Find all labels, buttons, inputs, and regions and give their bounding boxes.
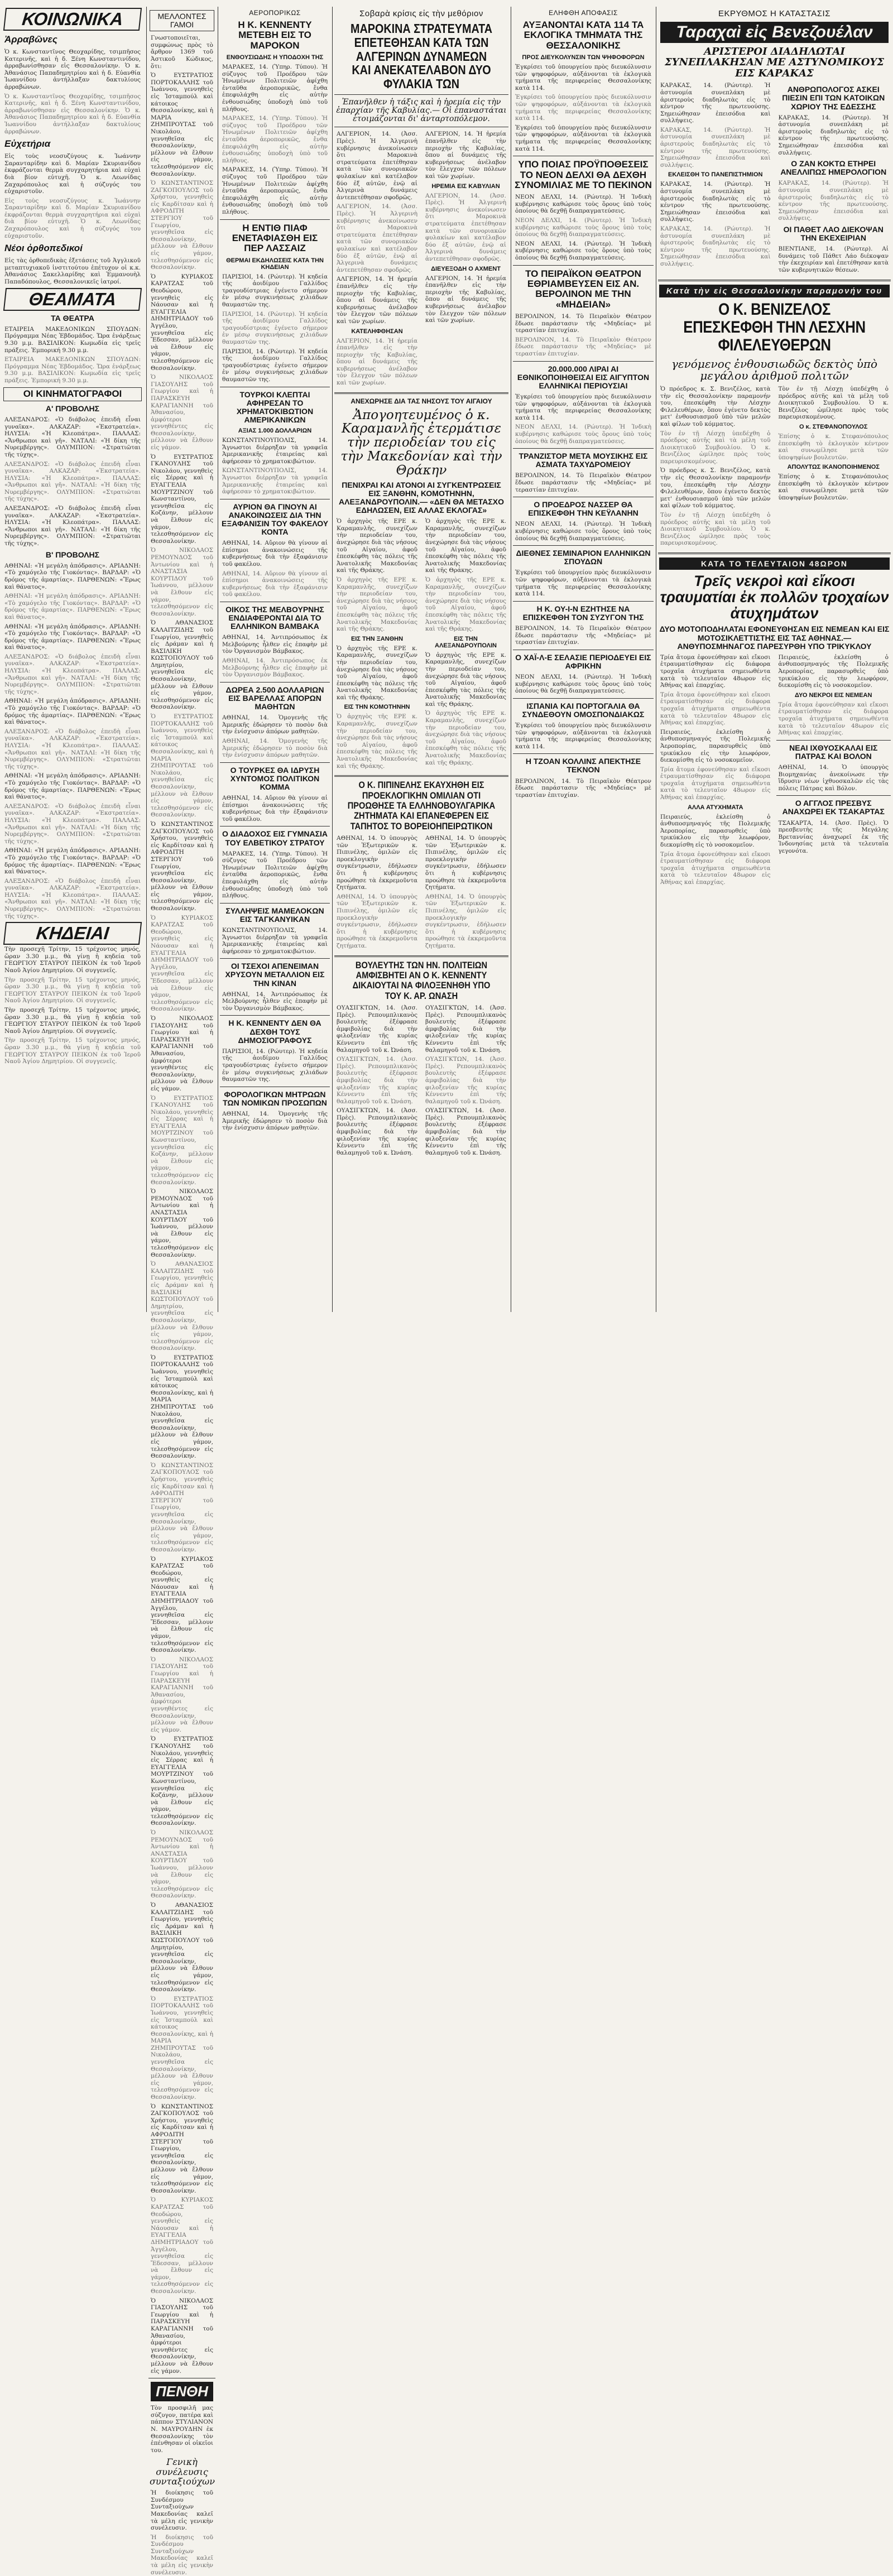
- article-text: ΑΘΗΝΑΙ: «Ἡ μεγάλη ἀπόδρασις». ΑΡΙΑΔΝΗ: «Τὸ χαμόγελο τῆς Γιοκόντας». ΒΑΡΔΑΡ: «Ὁ δρόμος τῆς ἁμαρτίας». ΠΑΡΘΕΝΩΝ: «Ἔρως καὶ θάνατος».: [4, 562, 141, 590]
- article-headline: ΔΙΕΘΝΕΣ ΣΕΜΙΝΑΡΙΟΝ ΕΛΛΗΝΙΚΩΝ ΣΠΟΥΔΩΝ: [516, 549, 651, 566]
- divider: [513, 448, 654, 449]
- article-subhead: γενόμενος ἐνθουσιωδῶς δεκτὸς ὑπὸ μεγάλου ἀριθμοῦ πολιτῶν: [671, 357, 878, 383]
- article-text: ΑΘΗΝΑΙ, 14. Αὔριον θὰ γίνουν αἱ ἐπίσημοι ἀνακοινώσεις τῆς κυβερνήσεως διὰ τὴν ἐξαφάνισιν τοῦ φακέλου.: [222, 795, 328, 823]
- article-text: Τὸν ἐν τῇ Λέσχῃ ὑπεδέχθη ὁ πρόεδρος αὐτῆς καὶ τὰ μέλη τοῦ Διοικητικοῦ Συμβουλίου. Ὁ κ. Βενιζέλος ὡμίλησε πρὸς τοὺς παρευρισκομένους.: [778, 385, 889, 421]
- article-text: Ὁ ΑΘΑΝΑΣΙΟΣ ΚΑΛΑΙΤΖΙΔΗΣ τοῦ Γεωργίου, γεννηθεὶς εἰς Δράμαν καὶ ἡ ΒΑΣΙΛΙΚΗ ΚΩΣΤΟΠΟΥΛΟΥ τοῦ Δημητρίου, γεννηθεῖσα εἰς Θεσσαλονίκην, μέλλουν νὰ ἔλθουν εἰς γάμον, τελεσθησόμενον εἰς Θεσσαλονίκην.: [151, 619, 213, 711]
- section-subhead: Νέοι ὀρθοπεδικοί: [4, 243, 83, 254]
- divider: [513, 545, 654, 546]
- article-text: Ὁ ΝΙΚΟΛΑΟΣ ΓΙΑΣΟΥΛΗΣ τοῦ Γεωργίου καὶ ἡ ΠΑΡΑΣΚΕΥΗ ΚΑΡΑΓΙΑΝΝΗ τοῦ Ἀθανασίου, ἀμφότεροι γεννηθέντες εἰς Θεσσαλονίκην, μέλλουν νὰ ἔλθουν εἰς γάμον.: [151, 2297, 213, 2375]
- article-columns: [658, 82, 891, 276]
- article-text: Τὸν ἐν τῇ Λέσχῃ ὑπεδέχθη ὁ πρόεδρος αὐτῆς καὶ τὰ μέλη τοῦ Διοικητικοῦ Συμβουλίου. Ὁ κ. Βενιζέλος ὡμίλησε πρὸς τοὺς παρευρισκομένους.: [660, 512, 771, 547]
- article-text: ΟΥΑΣΙΓΚΤΩΝ, 14. (Ἀσσ. Πρὲς). Ρεπουμπλικανὸς βουλευτὴς ἐξέφρασε ἀμφιβολίας διὰ τὴν φιλοξενίαν τῆς κυρίας Κέννεντυ ἐπὶ τῆς θαλαμηγοῦ τοῦ κ. Ὠνάση.: [337, 1107, 417, 1156]
- article-text: ΝΕΟΝ ΔΕΛΧΙ, 14. (Ρώυτερ). Ἡ Ἰνδικὴ κυβέρνησις καθώρισε τοὺς ὅρους ὑπὸ τοὺς ὁποίους θὰ δεχθῇ διαπραγματεύσεις.: [515, 194, 651, 215]
- divider: [334, 94, 508, 95]
- article-text: ΠΑΡΙΣΙΟΙ, 14. (Ρώυτερ). Ἡ κηδεία τῆς ἀοιδίμου Γαλλίδος τραγουδίστριας ἐγένετο σήμερον ἐν μέσῳ συγκινήσεως χιλιάδων θαυμαστῶν της.: [222, 1047, 328, 1083]
- article-text: ΑΘΗΝΑΙ, 14. Ἀντιπρόσωπος ἐκ Μελβούρνης ἦλθεν εἰς ἐπαφὴν μὲ τὸν Ὀργανισμὸν Βάμβακος.: [222, 657, 328, 679]
- article-text: Ὁ ἀρχηγὸς τῆς ΕΡΕ κ. Καραμανλῆς, συνεχίζων τὴν περιοδείαν του, ἀνεχώρησε διὰ τὰς νήσους τοῦ Αἰγαίου, ἀφοῦ ἐπεσκέφθη τὰς πόλεις τῆς Ἀνατολικῆς Μακεδονίας καὶ τῆς Θράκης.: [337, 645, 417, 701]
- article-text: ΝΕΟΝ ΔΕΛΧΙ, 14. (Ρώυτερ). Ἡ Ἰνδικὴ κυβέρνησις καθώρισε τοὺς ὅρους ὑπὸ τοὺς ὁποίους θὰ δεχθῇ διαπραγματεύσεις.: [515, 521, 651, 542]
- article-headline-main: Ἀπογοητευμένος ὁ κ. Καραμανλῆς ἐτερμάτισε τὴν περιοδείαν του εἰς τὴν Μακεδονίαν καὶ τὴν Θράκην: [340, 407, 502, 478]
- article-text: Ὁ ΚΩΝΣΤΑΝΤΙΝΟΣ ΖΑΓΚΟΠΟΥΛΟΣ τοῦ Χρήστου, γεννηθεὶς εἰς Καρδίτσαν καὶ ἡ ΑΦΡΟΔΙΤΗ ΣΤΕΡΓΙΟΥ τοῦ Γεωργίου, γεννηθεῖσα εἰς Θεσσαλονίκην, μέλλουν νὰ ἔλθουν εἰς γάμον, τελεσθησόμενον εἰς Θεσσαλονίκην.: [151, 2103, 213, 2194]
- article-subhead: ΕΝΘΟΥΣΙΩΔΗΣ Η ΥΠΟΔΟΧΗ ΤΗΣ: [226, 54, 324, 61]
- article-headline: ΟΙΚΟΣ ΤΗΣ ΜΕΛΒΟΥΡΝΗΣ ΕΝΔΙΑΦΕΡΟΝΤΑΙ ΔΙΑ ΤΟ ΕΛΛΗΝΙΚΟΝ ΒΑΜΒΑΚΑ: [225, 604, 324, 631]
- article-text: Ἐπίσης ὁ κ. Στεφανόπουλος ἐπεσκέφθη τὸ ἐκλογικὸν κέντρον καὶ συνωμίλησε μετὰ τῶν ὑποψηφίων βουλευτῶν.: [778, 473, 889, 502]
- article-headline-banner: Ταραχαὶ εἰς Βενεζουέλαν: [660, 22, 889, 43]
- article-text: Ἐπίσης ὁ κ. Στεφανόπουλος ἐπεσκέφθη τὸ ἐκλογικὸν κέντρον καὶ συνωμίλησε μετὰ τῶν ὑποψηφίων βουλευτῶν.: [778, 432, 889, 461]
- article-text: ΕΤΑΙΡΕΙΑ ΜΑΚΕΔΟΝΙΚΩΝ ΣΠΟΥΔΩΝ: Πρόγραμμα Νέας Ἐβδομάδος. Ὥρα ἐνάρξεως 9.30 μ.μ. ΒΑΣΙΛΙΚΟΝ: Κωμωδία εἰς τρεῖς πράξεις. Ἐμπορική 9.30 μ.μ.: [4, 356, 141, 384]
- article-headline: Ο Κ. ΠΙΠΙΝΕΛΗΣ ΕΚΑΥΧΗΘΗ ΕΙΣ ΠΡΟΕΚΛΟΓΙΚΗΝ ΟΜΙΛΙΑΝ ΟΤΙ ΠΡΟΩΘΗΣΕ ΤΑ ΕΛΛΗΝΟΒΟΥΛΓΑΡΙΚΑ ΖΗΤΗΜΑΤΑ ΚΑΙ ΕΠΑΝΕΦΕΡΕΝ ΕΙΣ ΤΑΠΗΤΟΣ ΤΟ ΒΟΡΕΙΟΗΠΕΙΡΩΤΙΚΟΝ: [347, 780, 496, 832]
- article-text: ΝΕΟΝ ΔΕΛΧΙ, 14. (Ρώυτερ). Ἡ Ἰνδικὴ κυβέρνησις καθώρισε τοὺς ὅρους ὑπὸ τοὺς ὁποίους θὰ δεχθῇ διαπραγματεύσεις.: [515, 217, 651, 238]
- article-columns: [658, 386, 891, 549]
- article-text: ΑΘΗΝΑΙ: «Ἡ μεγάλη ἀπόδρασις». ΑΡΙΑΔΝΗ: «Τὸ χαμόγελο τῆς Γιοκόντας». ΒΑΡΔΑΡ: «Ὁ δρόμος τῆς ἁμαρτίας». ΠΑΡΘΕΝΩΝ: «Ἔρως καὶ θάνατος».: [4, 593, 141, 621]
- divider: [334, 392, 508, 394]
- article-text: Ὁ πρόεδρος κ. Σ. Βενιζέλος, κατὰ τὴν εἰς Θεσσαλονίκην παραμονήν του, ἐπεσκέφθη τὴν Λέσχην Φιλελευθέρων, ὅπου ἐγένετο δεκτὸς μετ' ἐνθουσιασμοῦ ὑπὸ τῶν μελῶν καὶ φίλων τοῦ κόμματος.: [660, 467, 771, 510]
- divider: [513, 361, 654, 362]
- article-text: Ἡ διοίκησις τοῦ Συνδέσμου Συνταξιούχων Μακεδονίας καλεῖ τὰ μέλη εἰς γενικὴν συνέλευσιν.: [151, 2534, 213, 2576]
- article-text: Τρία ἄτομα ἐφονεύθησαν καὶ εἴκοσι ἐτραυματίσθησαν εἰς διάφορα τροχαῖα ἀτυχήματα σημειωθέντα κατὰ τὸ τελευταῖον 48ωρον εἰς Ἀθήνας καὶ ἐπαρχίας.: [660, 691, 771, 727]
- section-masthead-social: ΚΟΙΝΩΝΙΚΑ: [3, 8, 142, 31]
- article-text: ΚΑΡΑΚΑΣ, 14. (Ρώυτερ). Ἡ ἀστυνομία συνεπλάκη μὲ ἀριστεροὺς διαδηλωτὰς εἰς τὸ κέντρον τῆς πρωτευούσης. Σημειώθησαν ἐπεισόδια καὶ συλλήψεις.: [778, 180, 889, 222]
- article-text: Ὁ ἀρχηγὸς τῆς ΕΡΕ κ. Καραμανλῆς, συνεχίζων τὴν περιοδείαν του, ἀνεχώρησε διὰ τὰς νήσους τοῦ Αἰγαίου, ἀφοῦ ἐπεσκέφθη τὰς πόλεις τῆς Ἀνατολικῆς Μακεδονίας καὶ τῆς Θράκης.: [425, 518, 506, 574]
- article-text: Ὁ ΚΥΡΙΑΚΟΣ ΚΑΡΑΤΖΑΣ τοῦ Θεοδώρου, γεννηθεὶς εἰς Νάουσαν καὶ ἡ ΕΥΑΓΓΕΛΙΑ ΔΗΜΗΤΡΙΑΔΟΥ τοῦ Ἀγγέλου, γεννηθεῖσα εἰς Ἔδεσσαν, μέλλουν νὰ ἔλθουν εἰς γάμον, τελεσθησόμενον εἰς Θεσσαλονίκην.: [151, 2197, 213, 2295]
- article-text: Τὴν προσεχῆ Τρίτην, 15 τρέχοντος μηνός, ὥραν 3.30 μ.μ., θὰ γίνῃ ἡ κηδεία τοῦ ΓΕΩΡΓΙΟΥ ΣΤΑΥΡΟΥ ΠΕΙΚΟΝ ἐκ τοῦ Ἱεροῦ Ναοῦ Ἁγίου Δημητρίου. Οἱ συγγενεῖς.: [4, 946, 141, 974]
- article-text: Ὁ ΝΙΚΟΛΑΟΣ ΡΕΜΟΥΝΔΟΣ τοῦ Ἀντωνίου καὶ ἡ ΑΝΑΣΤΑΣΙΑ ΚΟΥΡΤΙΔΟΥ τοῦ Ἰωάννου, μέλλουν νὰ ἔλθουν εἰς γάμον, τελεσθησόμενον εἰς Θεσσαλονίκην.: [151, 1188, 213, 1258]
- article-text: ΚΑΡΑΚΑΣ, 14. (Ρώυτερ). Ἡ ἀστυνομία συνεπλάκη μὲ ἀριστεροὺς διαδηλωτὰς εἰς τὸ κέντρον τῆς πρωτευούσης. Σημειώθησαν ἐπεισόδια καὶ συλλήψεις.: [660, 126, 771, 169]
- article-subhead: Ο κ. ΣΤΕΦΑΝΟΠΟΥΛΟΣ: [799, 423, 868, 430]
- article-text: Ὁ ΝΙΚΟΛΑΟΣ ΓΙΑΣΟΥΛΗΣ τοῦ Γεωργίου καὶ ἡ ΠΑΡΑΣΚΕΥΗ ΚΑΡΑΓΙΑΝΝΗ τοῦ Ἀθανασίου, ἀμφότεροι γεννηθέντες εἰς Θεσσαλονίκην, μέλλουν νὰ ἔλθουν εἰς γάμον.: [151, 1015, 213, 1092]
- article-text: Εἰς τοὺς νεοσυζύγους κ. Ἰωάννην Σαρανταρίδην καὶ δ. Μαρίαν Σκυριανίδου ἐκφράζονται θερμὰ συγχαρητήρια καὶ εὐχαὶ διὰ βίον εὐτυχῆ. Ὁ κ. Λεωνίδας Ζαχαρόπουλος καὶ ἡ σύζυγός του εὐχαριστοῦν.: [4, 153, 141, 195]
- article-text: ΑΛΕΞΑΝΔΡΟΣ: «Ὁ διάβολος ἐπειδὴ εἶναι γυναῖκα». ΑΛΚΑΖΑΡ: «Ἐκστρατεία». ΗΛΥΣΙΑ: «Ἡ Κλεοπάτρα». ΠΑΛΛΑΣ: «Ἄνθρωποι καὶ γῆ». ΝΑΤΑΛΙ: «Ἡ δίκη τῆς Νυρεμβέργης». ΟΛΥΜΠΙΟΝ: «Στρατιῶται τῆς τύχης».: [4, 460, 141, 503]
- article-headline: ΒΟΥΛΕΥΤΗΣ ΤΩΝ ΗΝ. ΠΟΛΙΤΕΙΩΝ ΑΜΦΙΣΒΗΤΕΙ ΑΝ Ο Κ. ΚΕΝΝΕΝΤΥ ΔΙΚΑΙΟΥΤΑΙ ΝΑ ΦΙΛΟΞΕΝΗΘΗ ΥΠΟ ΤΟΥ Κ. ΑΡ. ΩΝΑΣΗ: [352, 959, 491, 1001]
- article-text: Ὁ ΝΙΚΟΛΑΟΣ ΡΕΜΟΥΝΔΟΣ τοῦ Ἀντωνίου καὶ ἡ ΑΝΑΣΤΑΣΙΑ ΚΟΥΡΤΙΔΟΥ τοῦ Ἰωάννου, μέλλουν νὰ ἔλθουν εἰς γάμον, τελεσθησόμενον εἰς Θεσσαλονίκην.: [151, 547, 213, 617]
- divider: [513, 753, 654, 754]
- article-headline-main: Τρεῖς νεκροὶ καὶ εἴκοσι τραυματίαι ἐκ πολλῶν τροχαίων ἀτυχημάτων: [660, 573, 889, 622]
- article-text: ΟΥΑΣΙΓΚΤΩΝ, 14. (Ἀσσ. Πρὲς). Ρεπουμπλικανὸς βουλευτὴς ἐξέφρασε ἀμφιβολίας διὰ τὴν φιλοξενίαν τῆς κυρίας Κέννεντυ ἐπὶ τῆς θαλαμηγοῦ τοῦ κ. Ὠνάση.: [337, 1056, 417, 1105]
- article-column: [423, 131, 508, 388]
- article-headline: ΟΙ ΠΑΘΕΤ ΛΑΟ ΔΙΕΚΟΨΑΝ ΤΗΝ ΕΚΕΧΕΙΡΙΑΝ: [783, 224, 884, 243]
- column-weddings: [148, 7, 215, 2576]
- article-text: ΑΘΗΝΑΙ, 14. Ὁμογενὴς τῆς Ἀμερικῆς ἐδώρησεν τὸ ποσὸν διὰ τὴν ἐνίσχυσιν ἀπόρων μαθητῶν.: [222, 737, 328, 759]
- article-subhead: ΑΞΙΑΣ 1.000 ΔΟΛΛΑΡΙΩΝ: [238, 427, 312, 434]
- article-subhead: ΑΡΙΣΤΕΡΟΙ ΔΙΑΔΗΛΩΤΑΙ ΣΥΝΕΠΛΑΚΗΣΑΝ ΜΕ ΑΣΤΥΝΟΜΙΚΟΥΣ ΕΙΣ ΚΑΡΑΚΑΣ: [665, 46, 884, 79]
- article-text: ΑΘΗΝΑΙ: «Ἡ μεγάλη ἀπόδρασις». ΑΡΙΑΔΝΗ: «Τὸ χαμόγελο τῆς Γιοκόντας». ΒΑΡΔΑΡ: «Ὁ δρόμος τῆς ἁμαρτίας». ΠΑΡΘΕΝΩΝ: «Ἔρως καὶ θάνατος».: [4, 772, 141, 801]
- article-text: Ὁ ΑΘΑΝΑΣΙΟΣ ΚΑΛΑΙΤΖΙΔΗΣ τοῦ Γεωργίου, γεννηθεὶς εἰς Δράμαν καὶ ἡ ΒΑΣΙΛΙΚΗ ΚΩΣΤΟΠΟΥΛΟΥ τοῦ Δημητρίου, γεννηθεῖσα εἰς Θεσσαλονίκην, μέλλουν νὰ ἔλθουν εἰς γάμον, τελεσθησόμενον εἰς Θεσσαλονίκην.: [151, 1902, 213, 1993]
- section-masthead-theatre: ΘΕΑΜΑΤΑ: [3, 288, 142, 311]
- article-text: ΑΘΗΝΑΙ: «Ἡ μεγάλη ἀπόδρασις». ΑΡΙΑΔΝΗ: «Τὸ χαμόγελο τῆς Γιοκόντας». ΒΑΡΔΑΡ: «Ὁ δρόμος τῆς ἁμαρτίας». ΠΑΡΘΕΝΩΝ: «Ἔρως καὶ θάνατος».: [4, 623, 141, 651]
- column-news-4: [334, 7, 508, 1312]
- article-headline: ΤΟΥΡΚΟΙ ΚΛΕΠΤΑΙ ΑΦΗΡΕΣΑΝ ΤΟ ΧΡΗΜΑΤΟΚΙΒΩΤΙΟΝ ΑΜΕΡΙΚΑΝΙΚΩΝ: [236, 390, 314, 424]
- divider: [220, 958, 330, 959]
- article-text: Ὁ ΝΙΚΟΛΑΟΣ ΓΙΑΣΟΥΛΗΣ τοῦ Γεωργίου καὶ ἡ ΠΑΡΑΣΚΕΥΗ ΚΑΡΑΓΙΑΝΝΗ τοῦ Ἀθανασίου, ἀμφότεροι γεννηθέντες εἰς Θεσσαλονίκην, μέλλουν νὰ ἔλθουν εἰς γάμον.: [151, 374, 213, 451]
- column-news-3: [220, 7, 330, 1312]
- column-rule: [146, 7, 147, 1312]
- article-subhead: Ἐπανῆλθεν ἡ τάξις καὶ ἡ ἠρεμία εἰς τὴν ἐπαρχίαν τῆς Καβυλίας.— Οἱ ἐπαναστάται ἑτοιμάζονται δι' ἀνταρτοπόλεμον.: [336, 98, 507, 124]
- article-text: ΟΥΑΣΙΓΚΤΩΝ, 14. (Ἀσσ. Πρὲς). Ρεπουμπλικανὸς βουλευτὴς ἐξέφρασε ἀμφιβολίας διὰ τὴν φιλοξενίαν τῆς κυρίας Κέννεντυ ἐπὶ τῆς θαλαμηγοῦ τοῦ κ. Ὠνάση.: [337, 1004, 417, 1054]
- article-column: [776, 386, 891, 549]
- article-text: Ἡ διοίκησις τοῦ Συνδέσμου Συνταξιούχων Μακεδονίας καλεῖ τὰ μέλη εἰς γενικὴν συνέλευσιν.: [151, 2490, 213, 2532]
- article-column: [776, 82, 891, 276]
- divider: [220, 219, 330, 220]
- article-text: ΑΛΓΕΡΙΟΝ, 14. (Ἀσσ. Πρὲς). Ἡ Ἀλγερινὴ κυβέρνησις ἀνεκοίνωσεν ὅτι Μαροκινὰ στρατεύματα ἐπετέθησαν κατὰ τῶν συνοριακῶν φυλακίων καὶ κατέλαβον δύο ἐξ αὐτῶν, ἐνῷ αἱ Ἀλγερινὰ δυνάμεις ἀντεπετέθησαν σφοδρῶς.: [425, 192, 506, 262]
- kicker-bar: ΚΑΤΑ ΤΟ ΤΕΛΕΥΤΑΙΟΝ 48ΩΡΟΝ: [659, 558, 890, 570]
- section-subhead: Α' ΠΡΟΒΟΛΗΣ: [45, 403, 100, 413]
- article-column: [334, 518, 420, 772]
- article-subhead: ΕΙΣ ΤΗΝ ΞΑΝΘΗΝ: [351, 635, 404, 642]
- divider: [658, 280, 891, 281]
- article-headline: Η ΕΝΤΙΘ ΠΙΑΦ ΕΝΕΤΑΦΙΑΣΘΗ ΕΙΣ ΠΕΡ ΛΑΣΣΑΙΖ: [232, 222, 318, 254]
- article-text: Εἰς τοὺς νεοσυζύγους κ. Ἰωάννην Σαρανταρίδην καὶ δ. Μαρίαν Σκυριανίδου ἐκφράζονται θερμὰ συγχαρητήρια καὶ εὐχαὶ διὰ βίον εὐτυχῆ. Ὁ κ. Λεωνίδας Ζαχαρόπουλος καὶ ἡ σύζυγός του εὐχαριστοῦν.: [4, 197, 141, 239]
- article-text: ΑΘΗΝΑΙ, 14. Αὔριον θὰ γίνουν αἱ ἐπίσημοι ἀνακοινώσεις τῆς κυβερνήσεως διὰ τὴν ἐξαφάνισιν τοῦ φακέλου.: [222, 570, 328, 598]
- section-masthead-funerals: ΚΗΔΕΙΑΙ: [3, 922, 142, 945]
- article-text: Ὁ ΚΥΡΙΑΚΟΣ ΚΑΡΑΤΖΑΣ τοῦ Θεοδώρου, γεννηθεὶς εἰς Νάουσαν καὶ ἡ ΕΥΑΓΓΕΛΙΑ ΔΗΜΗΤΡΙΑΔΟΥ τοῦ Ἀγγέλου, γεννηθεῖσα εἰς Ἔδεσσαν, μέλλουν νὰ ἔλθουν εἰς γάμον, τελεσθησόμενον εἰς Θεσσαλονίκην.: [151, 914, 213, 1013]
- article-text: ΚΩΝΣΤΑΝΤΙΝΟΥΠΟΛΙΣ, 14. Ἄγνωστοι διέρρηξαν τὰ γραφεῖα Ἀμερικανικῆς ἑταιρείας καὶ ἀφήρεσαν τὸ χρηματοκιβώτιον.: [222, 436, 328, 465]
- article-text: Ὁ ἀρχηγὸς τῆς ΕΡΕ κ. Καραμανλῆς, συνεχίζων τὴν περιοδείαν του, ἀνεχώρησε διὰ τὰς νήσους τοῦ Αἰγαίου, ἀφοῦ ἐπεσκέφθη τὰς πόλεις τῆς Ἀνατολικῆς Μακεδονίας καὶ τῆς Θράκης.: [337, 713, 417, 770]
- article-headline: Ο ΠΡΟΕΔΡΟΣ ΝΑΣΣΕΡ ΘΑ ΕΠΙΣΚΕΦΘΗ ΤΗΝ ΚΕΫΛΑΝΗΝ: [528, 500, 638, 518]
- article-text: ΑΛΓΕΡΙΟΝ, 14. Ἡ ἠρεμία ἐπανῆλθεν εἰς τὴν περιοχὴν τῆς Καβυλίας, ὅπου αἱ δυνάμεις τῆς κυβερνήσεως ἀνέλαβον τὸν ἔλεγχον τῶν πόλεων καὶ τῶν χωρίων.: [425, 131, 506, 180]
- article-columns: [658, 654, 891, 888]
- article-text: ΝΕΟΝ ΔΕΛΧΙ, 14. (Ρώυτερ). Ἡ Ἰνδικὴ κυβέρνησις καθώρισε τοὺς ὅρους ὑπὸ τοὺς ὁποίους θὰ δεχθῇ διαπραγματεύσεις.: [515, 673, 651, 695]
- article-subhead: ΔΥΟ ΝΕΚΡΟΙ ΕΙΣ ΝΕΜΕΑΝ: [795, 691, 872, 699]
- kicker: ΕΚΡΥΘΜΟΣ Η ΚΑΤΑΣΤΑΣΙΣ: [718, 9, 830, 18]
- article-text: Τρία ἄτομα ἐφονεύθησαν καὶ εἴκοσι ἐτραυματίσθησαν εἰς διάφορα τροχαῖα ἀτυχήματα σημειωθέντα κατὰ τὸ τελευταῖον 48ωρον εἰς Ἀθήνας καὶ ἐπαρχίας.: [660, 850, 771, 886]
- article-headline: Η ΤΖΟΑΝ ΚΟΛΛΙΝΣ ΑΠΕΚΤΗΣΕ ΤΕΚΝΟΝ: [525, 757, 641, 775]
- article-text: ΑΘΗΝΑΙ, 14. Ὁμογενὴς τῆς Ἀμερικῆς ἐδώρησεν τὸ ποσὸν διὰ τὴν ἐνίσχυσιν ἀπόρων μαθητῶν.: [222, 1110, 328, 1132]
- article-text: ΚΑΡΑΚΑΣ, 14. (Ρώυτερ). Ἡ ἀστυνομία συνεπλάκη μὲ ἀριστεροὺς διαδηλωτὰς εἰς τὸ κέντρον τῆς πρωτευούσης. Σημειώθησαν ἐπεισόδια καὶ συλλήψεις.: [660, 225, 771, 267]
- article-column: [334, 835, 420, 952]
- article-text: ΠΑΡΙΣΙΟΙ, 14. (Ρώυτερ). Ἡ κηδεία τῆς ἀοιδίμου Γαλλίδος τραγουδίστριας ἐγένετο σήμερον ἐν μέσῳ συγκινήσεως χιλιάδων θαυμαστῶν της.: [222, 273, 328, 308]
- article-text: Εἰς τὰς ὀρθοπεδικὰς ἐξετάσεις τοῦ Ἀγγλικοῦ μεταπτυχιακοῦ ἰνστιτούτου ἐπέτυχον οἱ κ.κ. Ἀθανάσιος Σακελλαρίδης καὶ Ἐμμανουὴλ Παπαδόπουλος, Θεσσαλονικεῖς ἰατροί.: [4, 257, 141, 286]
- article-text: Τὴν προσεχῆ Τρίτην, 15 τρέχοντος μηνός, ὥραν 3.30 μ.μ., θὰ γίνῃ ἡ κηδεία τοῦ ΓΕΩΡΓΙΟΥ ΣΤΑΥΡΟΥ ΠΕΙΚΟΝ ἐκ τοῦ Ἱεροῦ Ναοῦ Ἁγίου Δημητρίου. Οἱ συγγενεῖς.: [4, 1037, 141, 1065]
- article-column: [658, 386, 773, 549]
- article-column: [334, 131, 420, 388]
- article-headline-main: ΜΑΡΟΚΙΝΑ ΣΤΡΑΤΕΥΜΑΤΑ ΕΠΕΤΕΘΗΣΑΝ ΚΑΤΑ ΤΩΝ ΑΛΓΕΡΙΝΩΝ ΔΥΝΑΜΕΩΝ ΚΑΙ ΑΝΕΚΑΤΕΛΑΒΟΝ ΔΥΟ ΦΥΛΑΚΙΑ ΤΩΝ: [351, 21, 492, 92]
- article-headline: Ο ΔΙΑΔΟΧΟΣ ΕΙΣ ΓΥΜΝΑΣΙΑ ΤΟΥ ΕΛΒΕΤΙΚΟΥ ΣΤΡΑΤΟΥ: [222, 829, 328, 847]
- article-text: Τρία ἄτομα ἐφονεύθησαν καὶ εἴκοσι ἐτραυματίσθησαν εἰς διάφορα τροχαῖα ἀτυχήματα σημειωθέντα κατὰ τὸ τελευταῖον 48ωρον εἰς Ἀθήνας καὶ ἐπαρχίας.: [778, 701, 889, 737]
- article-column: [658, 82, 773, 276]
- article-column: [423, 835, 508, 952]
- article-headline: ΑΥΡΙΟΝ ΘΑ ΓΙΝΟΥΝ ΑΙ ΑΝΑΚΟΙΝΩΣΕΙΣ ΔΙΑ ΤΗΝ ΕΞΑΦΑΝΙΣΙΝ ΤΟΥ ΦΑΚΕΛΟΥ ΚΟΝΤΑ: [221, 502, 329, 537]
- article-headline: ΤΡΑΝΖΙΣΤΟΡ ΜΕΤΑ ΜΟΥΣΙΚΗΣ ΕΙΣ ΑΣΜΑΤΑ ΤΑΧΥΔΡΟΜΕΙΟΥ: [518, 451, 648, 469]
- article-text: Ὁ ΕΥΣΤΡΑΤΙΟΣ ΓΚΑΝΟΥΛΗΣ τοῦ Νικολάου, γεννηθεὶς εἰς Σέρρας καὶ ἡ ΕΥΑΓΓΕΛΙΑ ΜΟΥΡΤΖΙΝΟΥ τοῦ Κωνσταντίνου, γεννηθεῖσα εἰς Κοζάνην, μέλλουν νὰ ἔλθουν εἰς γάμον, τελεσθησόμενον εἰς Θεσσαλονίκην.: [151, 1736, 213, 1827]
- article-text: ΑΘΗΝΑΙ, 14. Ὁ ὑπουργὸς τῶν Ἐξωτερικῶν κ. Πιπινέλης, ὁμιλῶν εἰς προεκλογικὴν συγκέντρωσιν, ἐδήλωσεν ὅτι ἡ κυβέρνησις προώθησε τὰ ἐκκρεμοῦντα ζητήματα.: [425, 835, 506, 891]
- article-subhead: ΔΥΟ ΜΟΤΟΠΟΔΗΛΑΤΑΙ ΕΦΟΝΕΥΘΗΣΑΝ ΕΙΣ ΝΕΜΕΑΝ ΚΑΙ ΕΙΣ ΜΟΤΟΣΙΚΛΕΤΤΙΣΤΗΣ ΕΙΣ ΤΑΣ ΑΘΗΝΑΣ.— ΑΝΘΥΠΟΣΜΗΝΑΓΟΣ ΠΑΡΕΣΥΡΘΗ ΥΠΟ ΤΡΙΚΥΚΛΟΥ: [659, 624, 890, 651]
- article-text: ΑΘΗΝΑΙ: «Ἡ μεγάλη ἀπόδρασις». ΑΡΙΑΔΝΗ: «Τὸ χαμόγελο τῆς Γιοκόντας». ΒΑΡΔΑΡ: «Ὁ δρόμος τῆς ἁμαρτίας». ΠΑΡΘΕΝΩΝ: «Ἔρως καὶ θάνατος».: [4, 698, 141, 726]
- article-text: ΑΘΗΝΑΙ, 14. Ὁ ὑπουργὸς τῶν Ἐξωτερικῶν κ. Πιπινέλης, ὁμιλῶν εἰς προεκλογικὴν συγκέντρωσιν, ἐδήλωσεν ὅτι ἡ κυβέρνησις προώθησε τὰ ἐκκρεμοῦντα ζητήματα.: [425, 893, 506, 949]
- article-text: Τρία ἄτομα ἐφονεύθησαν καὶ εἴκοσι ἐτραυματίσθησαν εἰς διάφορα τροχαῖα ἀτυχήματα σημειωθέντα κατὰ τὸ τελευταῖον 48ωρον εἰς Ἀθήνας καὶ ἐπαρχίας.: [660, 653, 771, 689]
- article-columns: [334, 131, 508, 388]
- article-text: Ὁ ΕΥΣΤΡΑΤΙΟΣ ΓΚΑΝΟΥΛΗΣ τοῦ Νικολάου, γεννηθεὶς εἰς Σέρρας καὶ ἡ ΕΥΑΓΓΕΛΙΑ ΜΟΥΡΤΖΙΝΟΥ τοῦ Κωνσταντίνου, γεννηθεῖσα εἰς Κοζάνην, μέλλουν νὰ ἔλθουν εἰς γάμον, τελεσθησόμενον εἰς Θεσσαλονίκην.: [151, 1094, 213, 1186]
- column-news-6: [658, 7, 891, 1312]
- article-text: ΒΕΡΟΛΙΝΟΝ, 14. Τὸ Πειραϊκὸν Θέατρον ἔδωσε παράστασιν τῆς «Μηδείας» μὲ τεραστίαν ἐπιτυχίαν.: [515, 336, 651, 358]
- article-headline: 20.000.000 ΛΙΡΑΙ ΑΙ ΕΘΝΙΚΟΠΟΙΗΘΕΙΣΑΙ ΕΙΣ ΑΙΓΥΠΤΟΝ ΕΛΛΗΝΙΚΑΙ ΠΕΡΙΟΥΣΙΑΙ: [517, 364, 650, 390]
- divider: [220, 762, 330, 763]
- article-column: [334, 1005, 420, 1159]
- section-subhead: Β' ΠΡΟΒΟΛΗΣ: [45, 550, 100, 559]
- article-text: ΟΥΑΣΙΓΚΤΩΝ, 14. (Ἀσσ. Πρὲς). Ρεπουμπλικανὸς βουλευτὴς ἐξέφρασε ἀμφιβολίας διὰ τὴν φιλοξενίαν τῆς κυρίας Κέννεντυ ἐπὶ τῆς θαλαμηγοῦ τοῦ κ. Ὠνάση.: [425, 1004, 506, 1054]
- kicker: Σοβαρὰ κρίσις εἰς τὴν μεθόριον: [359, 9, 483, 18]
- article-text: Ὁ ΑΘΑΝΑΣΙΟΣ ΚΑΛΑΙΤΖΙΔΗΣ τοῦ Γεωργίου, γεννηθεὶς εἰς Δράμαν καὶ ἡ ΒΑΣΙΛΙΚΗ ΚΩΣΤΟΠΟΥΛΟΥ τοῦ Δημητρίου, γεννηθεῖσα εἰς Θεσσαλονίκην, μέλλουν νὰ ἔλθουν εἰς γάμον, τελεσθησόμενον εἰς Θεσσαλονίκην.: [151, 1261, 213, 1352]
- article-text: ΕΤΑΙΡΕΙΑ ΜΑΚΕΔΟΝΙΚΩΝ ΣΠΟΥΔΩΝ: Πρόγραμμα Νέας Ἐβδομάδος. Ὥρα ἐνάρξεως 9.30 μ.μ. ΒΑΣΙΛΙΚΟΝ: Κωμωδία εἰς τρεῖς πράξεις. Ἐμπορική 9.30 μ.μ.: [4, 325, 141, 354]
- article-text: ΤΣΑΚΑΡΤΑ, 14. (Ἀσσ. Πρὲς). Ὁ πρεσβευτὴς τῆς Μεγάλης Βρεταννίας ἀναχωρεῖ ἐκ τῆς Ἰνδονησίας μετὰ τὰ τελευταῖα γεγονότα.: [778, 819, 889, 854]
- section-subhead: Εὐχετήρια: [4, 138, 51, 150]
- article-subhead: ΗΡΕΜΙΑ ΕΙΣ ΚΑΒΥΛΙΑΝ: [431, 182, 500, 190]
- article-headline: Ο ΤΟΥΡΚΕΣ ΘΑ ΙΔΡΥΣΗ ΧΥΝΤΟΜΟΣ ΠΟΛΙΤΙΚΟΝ ΚΟΜΜΑ: [230, 765, 320, 791]
- article-subhead: ΔΙΕΥΕΞΟΔΗ Ο ΑΧΜΕΝΤ: [431, 265, 501, 272]
- article-text: ΚΩΝΣΤΑΝΤΙΝΟΥΠΟΛΙΣ, 14. Ἄγνωστοι διέρρηξαν τὰ γραφεῖα Ἀμερικανικῆς ἑταιρείας καὶ ἀφήρεσαν τὸ χρηματοκιβώτιον.: [222, 926, 328, 955]
- article-headline: Η Κ. ΚΕΝΝΕΝΤΥ ΔΕΝ ΘΑ ΔΕΧΘΗ ΤΟΥΣ ΔΗΜΟΣΙΟΓΡΑΦΟΥΣ: [228, 1018, 321, 1045]
- column-rule: [332, 7, 333, 1312]
- article-text: Πειραιεύς, ἐκλείσθη ὁ ἀνθυποσμηναγός τῆς Πολεμικῆς Ἀεροπορίας, παρασυρθεὶς ὑπὸ τρικύκλου εἰς τὴν λεωφόρον, διεκομίσθη εἰς τὸ νοσοκομεῖον.: [660, 813, 771, 849]
- article-text: Γνωστοποιεῖται, συμφώνως πρὸς τὸ ἄρθρον 1369 τοῦ Ἀστικοῦ Κώδικος, ὅτι:: [151, 35, 213, 70]
- article-text: ΑΛΓΕΡΙΟΝ, 14. (Ἀσσ. Πρὲς). Ἡ Ἀλγερινὴ κυβέρνησις ἀνεκοίνωσεν ὅτι Μαροκινὰ στρατεύματα ἐπετέθησαν κατὰ τῶν συνοριακῶν φυλακίων καὶ κατέλαβον δύο ἐξ αὐτῶν, ἐνῷ αἱ Ἀλγερινὰ δυνάμεις ἀντεπετέθησαν σφοδρῶς.: [337, 131, 417, 201]
- article-text: ΜΑΡΑΚΕΣ, 14. (Ὑπηρ. Τύπου). Ἡ σύζυγος τοῦ Προέδρου τῶν Ἡνωμένων Πολιτειῶν ἀφίχθη ἐνταῦθα ἀεροπορικῶς, ἔνθα ἐπεφυλάχθη εἰς αὐτὴν ἐνθουσιώδης ὑποδοχὴ ὑπὸ τοῦ πλήθους.: [222, 166, 328, 215]
- article-text: Τὸν προσφιλῆ μας σύζυγον, πατέρα καὶ πάππον ΣΤΥΛΙΑΝΟΝ Ν. ΜΑΥΡΟΥΔΗΝ ἐκ Θεσσαλονίκης τὸν ἐπένθησαν οἱ οἰκεῖοι του.: [151, 2405, 213, 2454]
- article-column: [423, 518, 508, 772]
- article-text: Ὁ ΕΥΣΤΡΑΤΙΟΣ ΠΟΡΤΟΚΑΛΛΗΣ τοῦ Ἰωάννου, γεννηθεὶς εἰς Ἰσταμπούλ καὶ κάτοικος Θεσσαλονίκης, καὶ ἡ ΜΑΡΙΑ ΖΗΜΠΡΟΥΤΑΣ τοῦ Νικολάου, γεννηθεῖσα εἰς Θεσσαλονίκην, μέλλουν νὰ ἔλθουν εἰς γάμον, τελεσθησόμενον εἰς Θεσσαλονίκην.: [151, 72, 213, 177]
- article-text: Ὁ ΚΩΝΣΤΑΝΤΙΝΟΣ ΖΑΓΚΟΠΟΥΛΟΣ τοῦ Χρήστου, γεννηθεὶς εἰς Καρδίτσαν καὶ ἡ ΑΦΡΟΔΙΤΗ ΣΤΕΡΓΙΟΥ τοῦ Γεωργίου, γεννηθεῖσα εἰς Θεσσαλονίκην, μέλλουν νὰ ἔλθουν εἰς γάμον, τελεσθησόμενον εἰς Θεσσαλονίκην.: [151, 180, 213, 271]
- article-column: [658, 654, 773, 888]
- article-text: ΚΩΝΣΤΑΝΤΙΝΟΥΠΟΛΙΣ, 14. Ἄγνωστοι διέρρηξαν τὰ γραφεῖα Ἀμερικανικῆς ἑταιρείας καὶ ἀφήρεσαν τὸ χρηματοκιβώτιον.: [222, 467, 328, 496]
- article-subhead: ΕΙΣ ΤΗΝ ΑΛΕΞΑΝΔΡΟΥΠΟΛΙΝ: [435, 635, 497, 649]
- article-headline: ΙΣΠΑΝΙΑ ΚΑΙ ΠΟΡΤΟΓΑΛΙΑ ΘΑ ΣΥΝΔΕΘΟΥΝ ΟΜΟΣΠΟΝΔΙΑΚΩΣ: [522, 701, 645, 719]
- article-text: ΑΛΓΕΡΙΟΝ, 14. Ἡ ἠρεμία ἐπανῆλθεν εἰς τὴν περιοχὴν τῆς Καβυλίας, ὅπου αἱ δυνάμεις τῆς κυβερνήσεως ἀνέλαβον τὸν ἔλεγχον τῶν πόλεων καὶ τῶν χωρίων.: [337, 337, 417, 387]
- article-headline: ΝΕΑΙ ΙΧΘΥΟΣΚΑΛΑΙ ΕΙΣ ΠΑΤΡΑΣ ΚΑΙ ΒΟΛΟΝ: [789, 743, 878, 761]
- article-text: Ὁ ἀρχηγὸς τῆς ΕΡΕ κ. Καραμανλῆς, συνεχίζων τὴν περιοδείαν του, ἀνεχώρησε διὰ τὰς νήσους τοῦ Αἰγαίου, ἀφοῦ ἐπεσκέφθη τὰς πόλεις τῆς Ἀνατολικῆς Μακεδονίας καὶ τῆς Θράκης.: [337, 518, 417, 574]
- article-text: Ἐγκρίσει τοῦ ὑπουργείου πρὸς διευκόλυνσιν τῶν ψηφοφόρων, αὐξάνονται τὰ ἐκλογικὰ τμήματα τῆς περιφερείας Θεσσαλονίκης κατὰ 114.: [515, 94, 651, 122]
- article-text: Πειραιεύς, ἐκλείσθη ὁ ἀνθυποσμηναγός τῆς Πολεμικῆς Ἀεροπορίας, παρασυρθεὶς ὑπὸ τρικύκλου εἰς τὴν λεωφόρον, διεκομίσθη εἰς τὸ νοσοκομεῖον.: [778, 653, 889, 689]
- article-headline: ΥΠΟ ΠΟΙΑΣ ΠΡΟΫΠΟΘΕΣΕΙΣ ΤΟ ΝΕΟΝ ΔΕΛΧΙ ΘΑ ΔΕΧΘΗ ΣΥΝΟΜΙΛΙΑΣ ΜΕ ΤΟ ΠΕΚΙΝΟΝ: [515, 159, 652, 190]
- article-subhead: ΚΑΤΕΛΗΦΘΗΣΑΝ: [351, 328, 403, 335]
- article-text: ΜΑΡΑΚΕΣ, 14. (Ὑπηρ. Τύπου). Ἡ σύζυγος τοῦ Προέδρου τῶν Ἡνωμένων Πολιτειῶν ἀφίχθη ἐνταῦθα ἀεροπορικῶς, ἔνθα ἐπεφυλάχθη εἰς αὐτὴν ἐνθουσιώδης ὑποδοχὴ ὑπὸ τοῦ πλήθους.: [222, 115, 328, 164]
- article-text: ΒΕΡΟΛΙΝΟΝ, 14. Τὸ Πειραϊκὸν Θέατρον ἔδωσε παράστασιν τῆς «Μηδείας» μὲ τεραστίαν ἐπιτυχίαν.: [515, 472, 651, 493]
- article-text: Ὁ ΝΙΚΟΛΑΟΣ ΓΙΑΣΟΥΛΗΣ τοῦ Γεωργίου καὶ ἡ ΠΑΡΑΣΚΕΥΗ ΚΑΡΑΓΙΑΝΝΗ τοῦ Ἀθανασίου, ἀμφότεροι γεννηθέντες εἰς Θεσσαλονίκην, μέλλουν νὰ ἔλθουν εἰς γάμον.: [151, 1656, 213, 1733]
- article-text: ΑΛΓΕΡΙΟΝ, 14. Ἡ ἠρεμία ἐπανῆλθεν εἰς τὴν περιοχὴν τῆς Καβυλίας, ὅπου αἱ δυνάμεις τῆς κυβερνήσεως ἀνέλαβον τὸν ἔλεγχον τῶν πόλεων καὶ τῶν χωρίων.: [337, 276, 417, 325]
- section-subhead: ΟΙ ΚΙΝΗΜΑΤΟΓΡΑΦΟΙ: [3, 387, 142, 401]
- article-text: Ὁ ΚΩΝΣΤΑΝΤΙΝΟΣ ΖΑΓΚΟΠΟΥΛΟΣ τοῦ Χρήστου, γεννηθεὶς εἰς Καρδίτσαν καὶ ἡ ΑΦΡΟΔΙΤΗ ΣΤΕΡΓΙΟΥ τοῦ Γεωργίου, γεννηθεῖσα εἰς Θεσσαλονίκην, μέλλουν νὰ ἔλθουν εἰς γάμον, τελεσθησόμενον εἰς Θεσσαλονίκην.: [151, 1462, 213, 1553]
- column-news-5: [513, 7, 654, 1312]
- article-headline: ΑΥΞΑΝΟΝΤΑΙ ΚΑΤΑ 114 ΤΑ ΕΚΛΟΓΙΚΑ ΤΜΗΜΑΤΑ ΤΗΣ ΘΕΣΣΑΛΟΝΙΚΗΣ: [522, 20, 644, 51]
- article-text: Ὁ ΚΥΡΙΑΚΟΣ ΚΑΡΑΤΖΑΣ τοῦ Θεοδώρου, γεννηθεὶς εἰς Νάουσαν καὶ ἡ ΕΥΑΓΓΕΛΙΑ ΔΗΜΗΤΡΙΑΔΟΥ τοῦ Ἀγγέλου, γεννηθεῖσα εἰς Ἔδεσσαν, μέλλουν νὰ ἔλθουν εἰς γάμον, τελεσθησόμενον εἰς Θεσσαλονίκην.: [151, 273, 213, 372]
- divider: [513, 265, 654, 266]
- article-text: ΠΑΡΙΣΙΟΙ, 14. (Ρώυτερ). Ἡ κηδεία τῆς ἀοιδίμου Γαλλίδος τραγουδίστριας ἐγένετο σήμερον ἐν μέσῳ συγκινήσεως χιλιάδων θαυμαστῶν της.: [222, 348, 328, 383]
- article-text: ΑΘΗΝΑΙ, 14. Αὔριον θὰ γίνουν αἱ ἐπίσημοι ἀνακοινώσεις τῆς κυβερνήσεως διὰ τὴν ἐξαφάνισιν τοῦ φακέλου.: [222, 540, 328, 568]
- article-subhead: ΠΕΝΙΧΡΑΙ ΚΑΙ ΑΤΟΝΟΙ ΑΙ ΣΥΓΚΕΝΤΡΩΣΕΙΣ ΕΙΣ ΞΑΝΘΗΝ, ΚΟΜΟΤΗΝΗΝ, ΑΛΕΞΑΝΔΡΟΥΠΟΛΙΝ.— «ΔΕΝ ΘΑ ΜΕΤΑΣΧΟ ΕΔΗΛΩΣΕΝ, ΕΙΣ ΑΛΛΑΣ ΕΚΛΟΓΑΣ»: [339, 480, 504, 515]
- article-text: Ἐγκρίσει τοῦ ὑπουργείου πρὸς διευκόλυνσιν τῶν ψηφοφόρων, αὐξάνονται τὰ ἐκλογικὰ τμήματα τῆς περιφερείας Θεσσαλονίκης κατὰ 114.: [515, 569, 651, 598]
- article-columns: [334, 835, 508, 952]
- article-text: ΑΘΗΝΑΙ, 14. Ἀντιπρόσωπος ἐκ Μελβούρνης ἦλθεν εἰς ἐπαφὴν μὲ τὸν Ὀργανισμὸν Βάμβακος.: [222, 991, 328, 1012]
- article-text: Ὁ ΕΥΣΤΡΑΤΙΟΣ ΠΟΡΤΟΚΑΛΛΗΣ τοῦ Ἰωάννου, γεννηθεὶς εἰς Ἰσταμπούλ καὶ κάτοικος Θεσσαλονίκης, καὶ ἡ ΜΑΡΙΑ ΖΗΜΠΡΟΥΤΑΣ τοῦ Νικολάου, γεννηθεῖσα εἰς Θεσσαλονίκην, μέλλουν νὰ ἔλθουν εἰς γάμον, τελεσθησόμενον εἰς Θεσσαλονίκην.: [151, 1354, 213, 1460]
- article-columns: [334, 1005, 508, 1159]
- article-text: Ὁ ἀρχηγὸς τῆς ΕΡΕ κ. Καραμανλῆς, συνεχίζων τὴν περιοδείαν του, ἀνεχώρησε διὰ τὰς νήσους τοῦ Αἰγαίου, ἀφοῦ ἐπεσκέφθη τὰς πόλεις τῆς Ἀνατολικῆς Μακεδονίας καὶ τῆς Θράκης.: [425, 576, 506, 633]
- article-headline: ΣΥΛΛΗΨΕΙΣ ΜΑΜΕΛΟΚΩΝ ΕΙΣ ΤΑΓΚΑΝΥΙΚΑΝ: [225, 906, 324, 924]
- section-subhead: ΤΑ ΘΕΑΤΡΑ: [51, 313, 94, 323]
- article-subhead: ΕΙΣ ΤΗΝ ΚΟΜΟΤΗΝΗΝ: [344, 704, 410, 711]
- article-headline-main: Ο Κ. ΒΕΝΙΖΕΛΟΣ ΕΠΕΣΚΕΦΘΗ ΤΗΝ ΛΕΣΧΗΝ ΦΙΛΕΛΕΥΘΕΡΩΝ: [683, 300, 866, 355]
- article-text: ΒΕΡΟΛΙΝΟΝ, 14. Τὸ Πειραϊκὸν Θέατρον ἔδωσε παράστασιν τῆς «Μηδείας» μὲ τεραστίαν ἐπιτυχίαν.: [515, 777, 651, 799]
- article-text: ΝΕΟΝ ΔΕΛΧΙ, 14. (Ρώυτερ). Ἡ Ἰνδικὴ κυβέρνησις καθώρισε τοὺς ὅρους ὑπὸ τοὺς ὁποίους θὰ δεχθῇ διαπραγματεύσεις.: [515, 424, 651, 445]
- article-text: ΟΥΑΣΙΓΚΤΩΝ, 14. (Ἀσσ. Πρὲς). Ρεπουμπλικανὸς βουλευτὴς ἐξέφρασε ἀμφιβολίας διὰ τὴν φιλοξενίαν τῆς κυρίας Κέννεντυ ἐπὶ τῆς θαλαμηγοῦ τοῦ κ. Ὠνάση.: [425, 1107, 506, 1156]
- article-text: Ὁ ἀρχηγὸς τῆς ΕΡΕ κ. Καραμανλῆς, συνεχίζων τὴν περιοδείαν του, ἀνεχώρησε διὰ τὰς νήσους τοῦ Αἰγαίου, ἀφοῦ ἐπεσκέφθη τὰς πόλεις τῆς Ἀνατολικῆς Μακεδονίας καὶ τῆς Θράκης.: [425, 651, 506, 708]
- article-text: ΑΛΕΞΑΝΔΡΟΣ: «Ὁ διάβολος ἐπειδὴ εἶναι γυναῖκα». ΑΛΚΑΖΑΡ: «Ἐκστρατεία». ΗΛΥΣΙΑ: «Ἡ Κλεοπάτρα». ΠΑΛΛΑΣ: «Ἄνθρωποι καὶ γῆ». ΝΑΤΑΛΙ: «Ἡ δίκη τῆς Νυρεμβέργης». ΟΛΥΜΠΙΟΝ: «Στρατιῶται τῆς τύχης».: [4, 877, 141, 920]
- divider: [513, 601, 654, 602]
- divider: [220, 682, 330, 683]
- article-text: ΑΘΗΝΑΙ: «Ἡ μεγάλη ἀπόδρασις». ΑΡΙΑΔΝΗ: «Τὸ χαμόγελο τῆς Γιοκόντας». ΒΑΡΔΑΡ: «Ὁ δρόμος τῆς ἁμαρτίας». ΠΑΡΘΕΝΩΝ: «Ἔρως καὶ θάνατος».: [4, 847, 141, 876]
- article-text: Ὁ ἀρχηγὸς τῆς ΕΡΕ κ. Καραμανλῆς, συνεχίζων τὴν περιοδείαν του, ἀνεχώρησε διὰ τὰς νήσους τοῦ Αἰγαίου, ἀφοῦ ἐπεσκέφθη τὰς πόλεις τῆς Ἀνατολικῆς Μακεδονίας καὶ τῆς Θράκης.: [337, 576, 417, 633]
- article-text: ΑΘΗΝΑΙ, 14. Ὁ ὑπουργὸς Βιομηχανίας ἀνεκοίνωσε τὴν ἵδρυσιν νέων ἰχθυοσκαλῶν εἰς τὰς πόλεις Πάτρας καὶ Βόλον.: [778, 763, 889, 792]
- article-headline: ΑΝΘΡΩΠΟΛΟΓΟΣ ΑΣΚΕΙ ΠΙΕΣΙΝ ΕΠΙ ΤΩΝ ΚΑΤΟΙΚΩΝ ΧΩΡΙΟΥ ΤΗΣ ΕΔΕΣΣΗΣ: [782, 85, 885, 111]
- kicker-bar: Κατὰ τὴν εἰς Θεσσαλονίκην παραμονήν του: [659, 285, 890, 297]
- kicker: ΑΝΕΧΩΡΗΣΕ ΔΙΑ ΤΑΣ ΝΗΣΟΥΣ ΤΟΥ ΑΙΓΑΙΟΥ: [351, 397, 492, 405]
- divider: [334, 775, 508, 777]
- section-masthead-mourning: ΠΕΝΘΗ: [151, 2382, 213, 2401]
- article-text: Ὁ κ. Κωνσταντῖνος Θεοχαρίδης, τσιμπῆσος Κατερινῆς, καὶ ἡ δ. Ξένη Κωνσταντινίδου, ἀρραβωνίσθησαν εἰς Θεσσαλονίκην. Ὁ κ. Ἀθανάσιος Παπαδημητρίου καὶ ἡ δ. Εὐανθία Ἰωαννίδου ἀντήλλαξαν δακτυλίους ἀρραβώνων.: [4, 93, 141, 135]
- article-text: Ὁ ἀρχηγὸς τῆς ΕΡΕ κ. Καραμανλῆς, συνεχίζων τὴν περιοδείαν του, ἀνεχώρησε διὰ τὰς νήσους τοῦ Αἰγαίου, ἀφοῦ ἐπεσκέφθη τὰς πόλεις τῆς Ἀνατολικῆς Μακεδονίας καὶ τῆς Θράκης.: [425, 710, 506, 766]
- article-text: Ὁ ΚΩΝΣΤΑΝΤΙΝΟΣ ΖΑΓΚΟΠΟΥΛΟΣ τοῦ Χρήστου, γεννηθεὶς εἰς Καρδίτσαν καὶ ἡ ΑΦΡΟΔΙΤΗ ΣΤΕΡΓΙΟΥ τοῦ Γεωργίου, γεννηθεῖσα εἰς Θεσσαλονίκην, μέλλουν νὰ ἔλθουν εἰς γάμον, τελεσθησόμενον εἰς Θεσσαλονίκην.: [151, 820, 213, 912]
- article-text: Ὁ ΚΥΡΙΑΚΟΣ ΚΑΡΑΤΖΑΣ τοῦ Θεοδώρου, γεννηθεὶς εἰς Νάουσαν καὶ ἡ ΕΥΑΓΓΕΛΙΑ ΔΗΜΗΤΡΙΑΔΟΥ τοῦ Ἀγγέλου, γεννηθεῖσα εἰς Ἔδεσσαν, μέλλουν νὰ ἔλθουν εἰς γάμον, τελεσθησόμενον εἰς Θεσσαλονίκην.: [151, 1555, 213, 1654]
- article-text: Πειραιεύς, ἐκλείσθη ὁ ἀνθυποσμηναγός τῆς Πολεμικῆς Ἀεροπορίας, παρασυρθεὶς ὑπὸ τρικύκλου εἰς τὴν λεωφόρον, διεκομίσθη εἰς τὸ νοσοκομεῖον.: [660, 728, 771, 764]
- article-text: ΚΑΡΑΚΑΣ, 14. (Ρώυτερ). Ἡ ἀστυνομία συνεπλάκη μὲ ἀριστεροὺς διαδηλωτὰς εἰς τὸ κέντρον τῆς πρωτευούσης. Σημειώθησαν ἐπεισόδια καὶ συλλήψεις.: [660, 82, 771, 124]
- article-text: Ἐγκρίσει τοῦ ὑπουργείου πρὸς διευκόλυνσιν τῶν ψηφοφόρων, αὐξάνονται τὰ ἐκλογικὰ τμήματα τῆς περιφερείας Θεσσαλονίκης κατὰ 114.: [515, 722, 651, 750]
- divider: [776, 740, 891, 741]
- divider: [220, 1015, 330, 1016]
- article-text: ΑΛΕΞΑΝΔΡΟΣ: «Ὁ διάβολος ἐπειδὴ εἶναι γυναῖκα». ΑΛΚΑΖΑΡ: «Ἐκστρατεία». ΗΛΥΣΙΑ: «Ἡ Κλεοπάτρα». ΠΑΛΛΑΣ: «Ἄνθρωποι καὶ γῆ». ΝΑΤΑΛΙ: «Ἡ δίκη τῆς Νυρεμβέργης». ΟΛΥΜΠΙΟΝ: «Στρατιῶται τῆς τύχης».: [4, 802, 141, 845]
- divider: [776, 795, 891, 796]
- article-text: ΒΕΡΟΛΙΝΟΝ, 14. Τὸ Πειραϊκὸν Θέατρον ἔδωσε παράστασιν τῆς «Μηδείας» μὲ τεραστίαν ἐπιτυχίαν.: [515, 313, 651, 334]
- article-text: Τὸν ἐν τῇ Λέσχῃ ὑπεδέχθη ὁ πρόεδρος αὐτῆς καὶ τὰ μέλη τοῦ Διοικητικοῦ Συμβουλίου. Ὁ κ. Βενιζέλος ὡμίλησε πρὸς τοὺς παρευρισκομένους.: [660, 430, 771, 465]
- article-text: ΑΘΗΝΑΙ, 14. Ὁμογενὴς τῆς Ἀμερικῆς ἐδώρησεν τὸ ποσὸν διὰ τὴν ἐνίσχυσιν ἀπόρων μαθητῶν.: [222, 714, 328, 736]
- article-text: Ἐγκρίσει τοῦ ὑπουργείου πρὸς διευκόλυνσιν τῶν ψηφοφόρων, αὐξάνονται τὰ ἐκλογικὰ τμήματα τῆς περιφερείας Θεσσαλονίκης κατὰ 114.: [515, 64, 651, 92]
- divider: [334, 955, 508, 957]
- section-head: ΜΕΛΛΟΝΤΕΣ ΓΑΜΟΙ: [150, 10, 214, 31]
- article-text: ΑΛΕΞΑΝΔΡΟΣ: «Ὁ διάβολος ἐπειδὴ εἶναι γυναῖκα». ΑΛΚΑΖΑΡ: «Ἐκστρατεία». ΗΛΥΣΙΑ: «Ἡ Κλεοπάτρα». ΠΑΛΛΑΣ: «Ἄνθρωποι καὶ γῆ». ΝΑΤΑΛΙ: «Ἡ δίκη τῆς Νυρεμβέργης». ΟΛΥΜΠΙΟΝ: «Στρατιῶται τῆς τύχης».: [4, 505, 141, 547]
- article-headline: Η Κ. ΟΥ-Ι-Ν ΕΖΗΤΗΣΕ ΝΑ ΕΠΙΣΚΕΦΘΗ ΤΟΝ ΣΥΖΥΓΟΝ ΤΗΣ: [522, 604, 644, 622]
- article-text: ΜΑΡΑΚΕΣ, 14. (Ὑπηρ. Τύπου). Ἡ σύζυγος τοῦ Προέδρου τῶν Ἡνωμένων Πολιτειῶν ἀφίχθη ἐνταῦθα ἀεροπορικῶς, ἔνθα ἐπεφυλάχθη εἰς αὐτὴν ἐνθουσιώδης ὑποδοχὴ ὑπὸ τοῦ πλήθους.: [222, 850, 328, 900]
- article-subhead: ΠΡΟΣ ΔΙΕΥΚΟΛΥΝΣΙΝ ΤΩΝ ΨΗΦΟΦΟΡΩΝ: [522, 54, 645, 61]
- article-headline: Ο ΧΑΪ-Λ-Ε ΣΕΛΑΣΙΕ ΠΕΡΙΟΔΕΥΕΙ ΕΙΣ ΑΦΡΙΚΗΝ: [515, 652, 651, 670]
- article-text: ΑΛΕΞΑΝΔΡΟΣ: «Ὁ διάβολος ἐπειδὴ εἶναι γυναῖκα». ΑΛΚΑΖΑΡ: «Ἐκστρατεία». ΗΛΥΣΙΑ: «Ἡ Κλεοπάτρα». ΠΑΛΛΑΣ: «Ἄνθρωποι καὶ γῆ». ΝΑΤΑΛΙ: «Ἡ δίκη τῆς Νυρεμβέργης». ΟΛΥΜΠΙΟΝ: «Στρατιῶται τῆς τύχης».: [4, 728, 141, 770]
- article-text: ΚΑΡΑΚΑΣ, 14. (Ρώυτερ). Ἡ ἀστυνομία συνεπλάκη μὲ ἀριστεροὺς διαδηλωτὰς εἰς τὸ κέντρον τῆς πρωτευούσης. Σημειώθησαν ἐπεισόδια καὶ συλλήψεις.: [660, 181, 771, 223]
- divider: [658, 552, 891, 554]
- article-text: ΒΙΕΝΤΙΑΝΕ, 14. (Ρώυτερ). Αἱ δυνάμεις τοῦ Πάθετ Λάο διέκοψαν τὴν ἐκεχειρίαν καὶ ἐπετέθησαν κατὰ τῶν κυβερνητικῶν θέσεων.: [778, 246, 889, 273]
- article-headline: ΟΙ ΤΣΕΧΟΙ ΑΠΕΝΕΙΜΑΝ ΧΡΥΣΟΥΝ ΜΕΤΑΛΛΙΟΝ ΕΙΣ ΤΗΝ ΚΙΝΑΝ: [225, 962, 325, 988]
- article-headline: ΤΟ ΠΕΙΡΑΪΚΟΝ ΘΕΑΤΡΟΝ ΕΘΡΙΑΜΒΕΥΣΕΝ ΕΙΣ ΑΝ. ΒΕΡΟΛΙΝΟΝ ΜΕ ΤΗΝ «ΜΗΔΕΙΑΝ»: [525, 268, 641, 310]
- article-text: ΑΘΗΝΑΙ, 14. Ὁ ὑπουργὸς τῶν Ἐξωτερικῶν κ. Πιπινέλης, ὁμιλῶν εἰς προεκλογικὴν συγκέντρωσιν, ἐδήλωσεν ὅτι ἡ κυβέρνησις προώθησε τὰ ἐκκρεμοῦντα ζητήματα.: [337, 835, 417, 891]
- article-text: ΝΕΟΝ ΔΕΛΧΙ, 14. (Ρώυτερ). Ἡ Ἰνδικὴ κυβέρνησις καθώρισε τοὺς ὅρους ὑπὸ τοὺς ὁποίους θὰ δεχθῇ διαπραγματεύσεις.: [515, 240, 651, 262]
- article-headline: Η Κ. ΚΕΝΝΕΝΤΥ ΜΕΤΕΒΗ ΕΙΣ ΤΟ ΜΑΡΟΚΟΝ: [238, 20, 312, 51]
- kicker: ΑΕΡΟΠΟΡΙΚΩΣ: [249, 9, 301, 17]
- article-text: ΑΛΓΕΡΙΟΝ, 14. (Ἀσσ. Πρὲς). Ἡ Ἀλγερινὴ κυβέρνησις ἀνεκοίνωσεν ὅτι Μαροκινὰ στρατεύματα ἐπετέθησαν κατὰ τῶν συνοριακῶν φυλακίων καὶ κατέλαβον δύο ἐξ αὐτῶν, ἐνῷ αἱ Ἀλγερινὰ δυνάμεις ἀντεπετέθησαν σφοδρῶς.: [337, 203, 417, 273]
- article-text: ΠΑΡΙΣΙΟΙ, 14. (Ρώυτερ). Ἡ κηδεία τῆς ἀοιδίμου Γαλλίδος τραγουδίστριας ἐγένετο σήμερον ἐν μέσῳ συγκινήσεως χιλιάδων θαυμαστῶν της.: [222, 310, 328, 345]
- article-subhead: ΕΚΛΕΙΣΘΗ ΤΟ ΠΑΝΕΠΙΣΤΗΜΙΟΝ: [668, 171, 763, 179]
- column-social: [2, 7, 143, 1312]
- article-column: [776, 654, 891, 888]
- article-columns: [334, 518, 508, 772]
- section-subhead: Ἀρραβῶνες: [4, 34, 57, 45]
- article-text: Ὁ ΕΥΣΤΡΑΤΙΟΣ ΠΟΡΤΟΚΑΛΛΗΣ τοῦ Ἰωάννου, γεννηθεὶς εἰς Ἰσταμπούλ καὶ κάτοικος Θεσσαλονίκης, καὶ ἡ ΜΑΡΙΑ ΖΗΜΠΡΟΥΤΑΣ τοῦ Νικολάου, γεννηθεῖσα εἰς Θεσσαλονίκην, μέλλουν νὰ ἔλθουν εἰς γάμον, τελεσθησόμενον εἰς Θεσσαλονίκην.: [151, 1995, 213, 2101]
- article-text: Τὴν προσεχῆ Τρίτην, 15 τρέχοντος μηνός, ὥραν 3.30 μ.μ., θὰ γίνῃ ἡ κηδεία τοῦ ΓΕΩΡΓΙΟΥ ΣΤΑΥΡΟΥ ΠΕΙΚΟΝ ἐκ τοῦ Ἱεροῦ Ναοῦ Ἁγίου Δημητρίου. Οἱ συγγενεῖς.: [4, 1007, 141, 1035]
- article-subhead: ΑΛΛΑ ΑΤΥΧΗΜΑΤΑ: [687, 804, 743, 811]
- article-text: Ὁ πρόεδρος κ. Σ. Βενιζέλος, κατὰ τὴν εἰς Θεσσαλονίκην παραμονήν του, ἐπεσκέφθη τὴν Λέσχην Φιλελευθέρων, ὅπου ἐγένετο δεκτὸς μετ' ἐνθουσιασμοῦ ὑπὸ τῶν μελῶν καὶ φίλων τοῦ κόμματος.: [660, 385, 771, 427]
- article-text: Ὁ ΕΥΣΤΡΑΤΙΟΣ ΠΟΡΤΟΚΑΛΛΗΣ τοῦ Ἰωάννου, γεννηθεὶς εἰς Ἰσταμπούλ καὶ κάτοικος Θεσσαλονίκης, καὶ ἡ ΜΑΡΙΑ ΖΗΜΠΡΟΥΤΑΣ τοῦ Νικολάου, γεννηθεῖσα εἰς Θεσσαλονίκην, μέλλουν νὰ ἔλθουν εἰς γάμον, τελεσθησόμενον εἰς Θεσσαλονίκην.: [151, 713, 213, 819]
- article-headline: Ο ΖΑΝ ΚΟΚΤΩ ΕΤΗΡΕΙ ΑΝΕΛΛΙΠΩΣ ΗΜΕΡΟΛΟΓΙΟΝ: [780, 159, 887, 177]
- article-text: ΑΛΕΞΑΝΔΡΟΣ: «Ὁ διάβολος ἐπειδὴ εἶναι γυναῖκα». ΑΛΚΑΖΑΡ: «Ἐκστρατεία». ΗΛΥΣΙΑ: «Ἡ Κλεοπάτρα». ΠΑΛΛΑΣ: «Ἄνθρωποι καὶ γῆ». ΝΑΤΑΛΙ: «Ἡ δίκη τῆς Νυρεμβέργης». ΟΛΥΜΠΙΟΝ: «Στρατιῶται τῆς τύχης».: [4, 416, 141, 458]
- article-subhead: ΘΕΡΜΑΙ ΕΚΔΗΛΩΣΕΙΣ ΚΑΤΑ ΤΗΝ ΚΗΔΕΙΑΝ: [226, 257, 324, 271]
- article-text: Τρία ἄτομα ἐφονεύθησαν καὶ εἴκοσι ἐτραυματίσθησαν εἰς διάφορα τροχαῖα ἀτυχήματα σημειωθέντα κατὰ τὸ τελευταῖον 48ωρον εἰς Ἀθήνας καὶ ἐπαρχίας.: [660, 766, 771, 801]
- divider: [513, 698, 654, 699]
- article-text: Ὁ ΝΙΚΟΛΑΟΣ ΡΕΜΟΥΝΔΟΣ τοῦ Ἀντωνίου καὶ ἡ ΑΝΑΣΤΑΣΙΑ ΚΟΥΡΤΙΔΟΥ τοῦ Ἰωάννου, μέλλουν νὰ ἔλθουν εἰς γάμον, τελεσθησόμενον εἰς Θεσσαλονίκην.: [151, 1829, 213, 1900]
- article-text: Τὴν προσεχῆ Τρίτην, 15 τρέχοντος μηνός, ὥραν 3.30 μ.μ., θὰ γίνῃ ἡ κηδεία τοῦ ΓΕΩΡΓΙΟΥ ΣΤΑΥΡΟΥ ΠΕΙΚΟΝ ἐκ τοῦ Ἱεροῦ Ναοῦ Ἁγίου Δημητρίου. Οἱ συγγενεῖς.: [4, 976, 141, 1005]
- article-column: [423, 1005, 508, 1159]
- article-text: Ὁ κ. Κωνσταντῖνος Θεοχαρίδης, τσιμπῆσος Κατερινῆς, καὶ ἡ δ. Ξένη Κωνσταντινίδου, ἀρραβωνίσθησαν εἰς Θεσσαλονίκην. Ὁ κ. Ἀθανάσιος Παπαδημητρίου καὶ ἡ δ. Εὐανθία Ἰωαννίδου ἀντήλλαξαν δακτυλίους ἀρραβώνων.: [4, 49, 141, 90]
- article-subhead: ΑΠΟΛΥΤΩΣ ΙΚΑΝΟΠΟΙΗΜΕΝΟΣ: [787, 464, 880, 471]
- article-text: ΑΘΗΝΑΙ, 14. Ἀντιπρόσωπος ἐκ Μελβούρνης ἦλθεν εἰς ἐπαφὴν μὲ τὸν Ὀργανισμὸν Βάμβακος.: [222, 634, 328, 655]
- article-text: ΑΛΓΕΡΙΟΝ, 14. Ἡ ἠρεμία ἐπανῆλθεν εἰς τὴν περιοχὴν τῆς Καβυλίας, ὅπου αἱ δυνάμεις τῆς κυβερνήσεως ἀνέλαβον τὸν ἔλεγχον τῶν πόλεων καὶ τῶν χωρίων.: [425, 275, 506, 324]
- article-headline: ΔΩΡΕΑ 2.500 ΔΟΛΛΑΡΙΩΝ ΕΙΣ ΒΑΡΕΛΛΑΣ ΑΠΟΡΩΝ ΜΑΘΗΤΩΝ: [225, 685, 324, 712]
- article-headline: Γενικὴ συνέλευσις συνταξιούχων: [150, 2457, 215, 2487]
- article-headline: ΦΟΡΟΛΟΓΙΚΩΝ ΜΗΤΡΩΩΝ ΤΩΝ ΝΟΜΙΚΩΝ ΠΡΟΣΩΠΩΝ: [223, 1089, 327, 1107]
- article-text: ΟΥΑΣΙΓΚΤΩΝ, 14. (Ἀσσ. Πρὲς). Ρεπουμπλικανὸς βουλευτὴς ἐξέφρασε ἀμφιβολίας διὰ τὴν φιλοξενίαν τῆς κυρίας Κέννεντυ ἐπὶ τῆς θαλαμηγοῦ τοῦ κ. Ὠνάση.: [425, 1056, 506, 1105]
- article-text: ΚΑΡΑΚΑΣ, 14. (Ρώυτερ). Ἡ ἀστυνομία συνεπλάκη μὲ ἀριστεροὺς διαδηλωτὰς εἰς τὸ κέντρον τῆς πρωτευούσης. Σημειώθησαν ἐπεισόδια καὶ συλλήψεις.: [778, 114, 889, 156]
- article-text: Ὁ ΕΥΣΤΡΑΤΙΟΣ ΓΚΑΝΟΥΛΗΣ τοῦ Νικολάου, γεννηθεὶς εἰς Σέρρας καὶ ἡ ΕΥΑΓΓΕΛΙΑ ΜΟΥΡΤΖΙΝΟΥ τοῦ Κωνσταντίνου, γεννηθεῖσα εἰς Κοζάνην, μέλλουν νὰ ἔλθουν εἰς γάμον, τελεσθησόμενον εἰς Θεσσαλονίκην.: [151, 453, 213, 545]
- article-headline: Ο ΑΓΓΛΟΣ ΠΡΕΣΒΥΣ ΑΝΑΧΩΡΕΙ ΕΚ ΤΣΑΚΑΡΤΑΣ: [782, 799, 885, 816]
- article-text: ΑΛΕΞΑΝΔΡΟΣ: «Ὁ διάβολος ἐπειδὴ εἶναι γυναῖκα». ΑΛΚΑΖΑΡ: «Ἐκστρατεία». ΗΛΥΣΙΑ: «Ἡ Κλεοπάτρα». ΠΑΛΛΑΣ: «Ἄνθρωποι καὶ γῆ». ΝΑΤΑΛΙ: «Ἡ δίκη τῆς Νυρεμβέργης». ΟΛΥΜΠΙΟΝ: «Στρατιῶται τῆς τύχης».: [4, 653, 141, 695]
- article-text: ΑΘΗΝΑΙ, 14. Ὁ ὑπουργὸς τῶν Ἐξωτερικῶν κ. Πιπινέλης, ὁμιλῶν εἰς προεκλογικὴν συγκέντρωσιν, ἐδήλωσεν ὅτι ἡ κυβέρνησις προώθησε τὰ ἐκκρεμοῦντα ζητήματα.: [337, 893, 417, 949]
- kicker: ΕΛΗΦΘΗ ΑΠΟΦΑΣΙΣ: [549, 9, 618, 17]
- article-text: Ἐγκρίσει τοῦ ὑπουργείου πρὸς διευκόλυνσιν τῶν ψηφοφόρων, αὐξάνονται τὰ ἐκλογικὰ τμήματα τῆς περιφερείας Θεσσαλονίκης κατὰ 114.: [515, 393, 651, 421]
- article-text: ΒΕΡΟΛΙΝΟΝ, 14. Τὸ Πειραϊκὸν Θέατρον ἔδωσε παράστασιν τῆς «Μηδείας» μὲ τεραστίαν ἐπιτυχίαν.: [515, 624, 651, 646]
- article-text: ΜΑΡΑΚΕΣ, 14. (Ὑπηρ. Τύπου). Ἡ σύζυγος τοῦ Προέδρου τῶν Ἡνωμένων Πολιτειῶν ἀφίχθη ἐνταῦθα ἀεροπορικῶς, ἔνθα ἐπεφυλάχθη εἰς αὐτὴν ἐνθουσιώδης ὑποδοχὴ ὑπὸ τοῦ πλήθους.: [222, 64, 328, 113]
- article-text: Ἐγκρίσει τοῦ ὑπουργείου πρὸς διευκόλυνσιν τῶν ψηφοφόρων, αὐξάνονται τὰ ἐκλογικὰ τμήματα τῆς περιφερείας Θεσσαλονίκης κατὰ 114.: [515, 124, 651, 152]
